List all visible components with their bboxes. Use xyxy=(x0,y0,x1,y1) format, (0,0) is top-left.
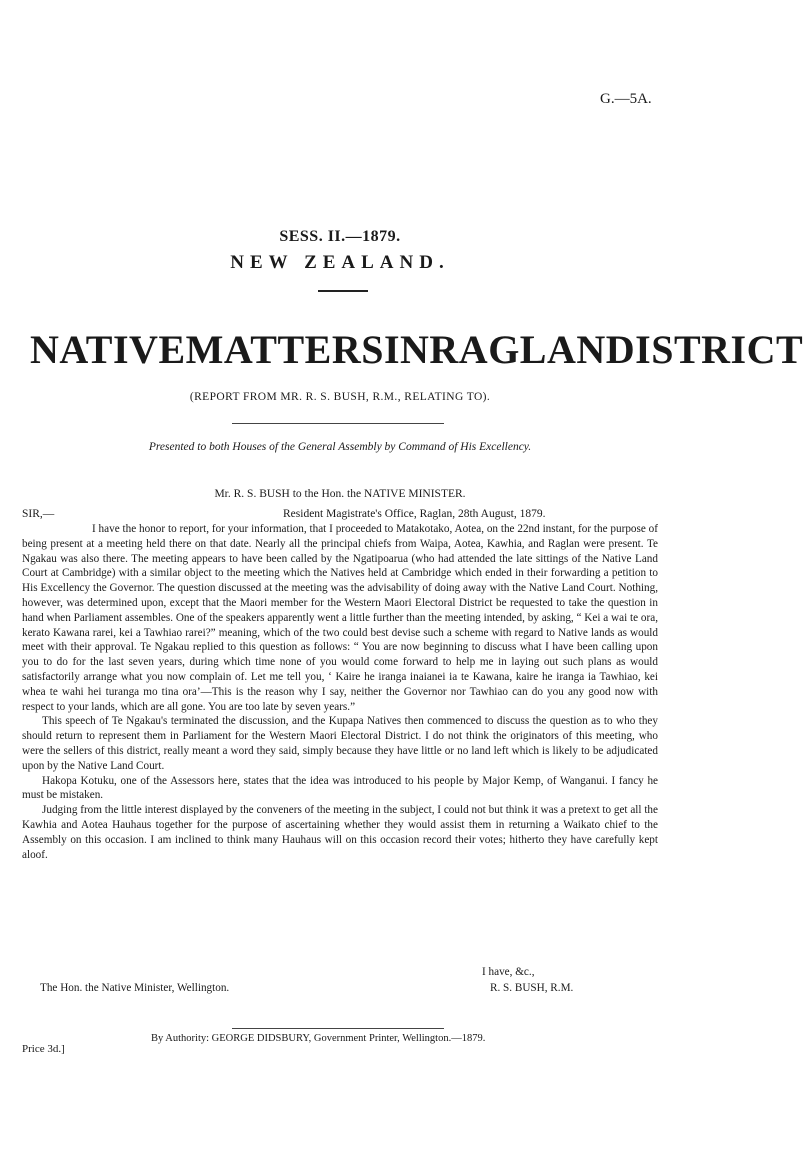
letter-paragraph: Judging from the little interest displayed by the conveners of the meeting in the subject, I could not but think it was a pretext to get all the Kawhia and Aotea Hauhaus together for the purpose of ascertaining whether they would assist them in returning a Waikato chief to the Assembly on this occasion. I am inclined to think many Hauhaus will on this occasion record their votes; hitherto they have carefully kept aloof. xyxy=(22,804,658,861)
title-word: MATTERS xyxy=(185,327,384,372)
letter-paragraph: I have the honor to report, for your information, that I proceeded to Matakotako, Aotea, on the 22nd instant, for the purpose of being present at a meeting held there on that date. Nearly all the principal chiefs from Waipa, Aotea, Kawhia, and Raglan were present. Te Ngakau was also there. The meeting appears to have been called by the Ngatipoarua (who had attended the late sittings of the Native Land Court at Cambridge) with a similar object to the meeting which the Natives held at Cambridge which ended in their forwarding a petition to His Excellency the Governor. The question discussed at the meeting was the advisability of doing away with the Native Land Court. Nothing, however, was determined upon, except that the Maori member for the Western Maori Electoral District be requested to take the question in hand when Parliament assembles. One of the speakers apparently went a little further than the meeting intended, by asking, “ Kei a wai te ora, kerato Kawana rarei, kei a Tawhiao rarei?” meaning, which of the two could best devise such a scheme with regard to Native lands as would meet with their approval. Te Ngakau replied to this question as follows: “ You are now beginning to discuss what I have been calling upon you to do for the last seven years, during which time none of you would come forward to help me in laying out such plans as would satisfactorily arrange what you now complain of. Let me tell you, ‘ Kaire he iranga inaianei ia te Kawana, kaire he iranga ia Tawhiao, kei whea te wahi hei turanga mo tina ora’—This is the reason why I say, neither the Governor nor Tawhiao can do you any good now with respect to your lands, which are all gone. You are too late by seven years.” xyxy=(22,523,658,713)
footer-divider xyxy=(232,1028,444,1029)
letter-heading: Mr. R. S. BUSH to the Hon. the NATIVE MINISTER. xyxy=(214,488,466,500)
title-word: DISTRICT xyxy=(605,327,803,372)
title-word: NATIVE xyxy=(30,327,186,372)
document-title xyxy=(30,327,803,372)
letter-salutation: SIR,— xyxy=(22,508,55,520)
letter-paragraph: This speech of Te Ngakau's terminated the discussion, and the Kupapa Natives then commenced to discuss the question as to who they should return to represent them in Parliament for the Western Maori Electoral District. I do not think the originators of this meeting, who were the sellers of this district, really meant a word they said, simply because they have little or no land left which is likely to be adjudicated upon by the Native Land Court. xyxy=(22,715,658,772)
signoff-row xyxy=(22,966,658,981)
document-subtitle: (REPORT FROM MR. R. S. BUSH, R.M., RELATING TO). xyxy=(189,391,491,403)
letter-signature: R. S. BUSH, R.M. xyxy=(490,982,574,994)
letter-addressee: The Hon. the Native Minister, Wellington. xyxy=(40,982,230,994)
session-label: SESS. II.—1879. xyxy=(279,228,401,245)
title-word: RAGLAN xyxy=(429,327,606,372)
printer-line: By Authority: GEORGE DIDSBURY, Government Printer, Wellington.—1879. xyxy=(151,1033,486,1044)
letter-address: Resident Magistrate's Office, Raglan, 28th August, 1879. xyxy=(283,508,546,520)
signature-row xyxy=(22,982,658,997)
presentation-note: Presented to both Houses of the General Assembly by Command of His Excellency. xyxy=(148,441,532,453)
title-divider xyxy=(318,290,368,292)
letter-body xyxy=(22,522,658,862)
price-label: Price 3d.] xyxy=(22,1043,65,1055)
paper-code: G.—5A. xyxy=(600,91,652,107)
subtitle-divider xyxy=(232,423,444,424)
letter-closing: I have, &c., xyxy=(482,966,535,978)
letter-paragraph: Hakopa Kotuku, one of the Assessors here, states that the idea was introduced to his people by Major Kemp, of Wanganui. I fancy he must be mistaken. xyxy=(22,774,658,802)
country-label: NEW ZEALAND. xyxy=(230,252,450,273)
title-word: IN xyxy=(383,327,430,372)
